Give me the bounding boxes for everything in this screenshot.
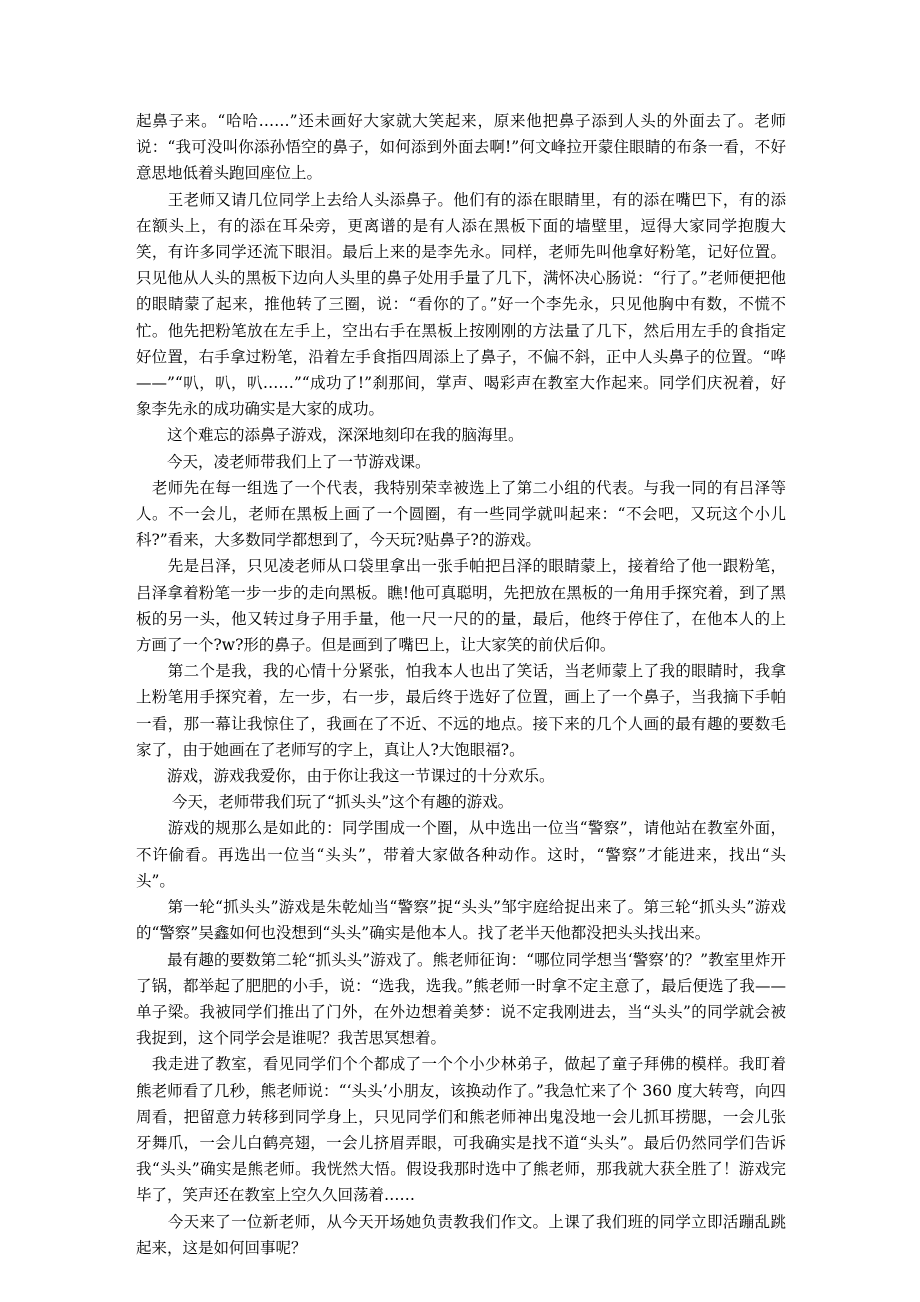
- paragraph-3: 这个难忘的添鼻子游戏，深深地刻印在我的脑海里。: [136, 426, 524, 445]
- paragraph-14: 今天来了一位新老师，从今天开场她负责教我们作文。上课了我们班的同学立即活蹦乱跳起来，这是如何回事呢？: [136, 1212, 786, 1257]
- paragraph-1: 起鼻子来。“哈哈……”还未画好大家就大笑起来，原来他把鼻子添到人头的外面去了。老师说：“我可没叫你添孙悟空的鼻子，如何添到外面去啊!”何文峰拉开蒙住眼睛的布条一看，不好意思地低着头跑回座位上。: [136, 112, 786, 183]
- paragraph-10: 游戏的规那么是如此的：同学围成一个圈，从中选出一位当“警察”，请他站在教室外面，不许偷看。再选出一位当“头头”，带着大家做各种动作。这时，“警察”才能进来，找出“头头”。: [136, 819, 786, 890]
- paragraph-9: 今天，老师带我们玩了“抓头头”这个有趣的游戏。: [136, 793, 514, 812]
- paragraph-11: 第一轮“抓头头”游戏是朱乾灿当“警察”捉“头头”邹宇庭给捉出来了。第三轮“抓头头”游戏的“警察”吴鑫如何也没想到“头头”确实是他本人。找了老半天他都没把头头找出来。: [136, 898, 786, 943]
- paragraph-13: 我走进了教室，看见同学们个个都成了一个个小少林弟子，做起了童子拜佛的模样。我盯着熊老师看了几秒，熊老师说：“‘头头’小朋友，该换动作了。”我急忙来了个 360 度大转弯，向四周看，把留意力转移到同学身上，只见同学们和熊老师神出鬼没地一会儿抓耳捞腮，一会儿张牙舞爪，一会儿白鹤亮翅，一会儿挤眉弄眼，可我确实是找不道“头头”。最后仍然同学们告诉我“头头”确实是熊老师。我恍然大悟。假设我那时选中了熊老师，那我就大获全胜了！游戏完毕了，笑声还在教室上空久久回荡着……: [136, 1055, 786, 1205]
- paragraph-12: 最有趣的要数第二轮“抓头头”游戏了。熊老师征询：“哪位同学想当‘警察’的？”教室里炸开了锅，都举起了肥肥的小手，说：“选我，选我。”熊老师一时拿不定主意了，最后便选了我——单子梁。我被同学们推出了门外，在外边想着美梦：说不定我刚进去，当“头头”的同学就会被我捉到，这个同学会是谁呢？我苦思冥想着。: [136, 950, 786, 1048]
- paragraph-5: 老师先在每一组选了一个代表，我特别荣幸被选上了第二小组的代表。与我一同的有吕泽等人。不一会儿，老师在黑板上画了一个圆圈，有一些同学就叫起来：“不会吧，又玩这个小儿科?”看来，大多数同学都想到了，今天玩?贴鼻子?的游戏。: [136, 478, 786, 550]
- paragraph-7: 第二个是我，我的心情十分紧张，怕我本人也出了笑话，当老师蒙上了我的眼睛时，我拿上粉笔用手探究着，左一步，右一步，最后终于选好了位置，画上了一个鼻子，当我摘下手帕一看，那一幕让我惊住了，我画在了不近、不远的地点。接下来的几个人画的最有趣的要数毛家了，由于她画在了老师写的字上，真让人?大饱眼福?。: [136, 662, 786, 759]
- document-page: [136, 108, 786, 1261]
- paragraph-4: 今天，凌老师带我们上了一节游戏课。: [136, 452, 431, 471]
- paragraph-8: 游戏，游戏我爱你，由于你让我这一节课过的十分欢乐。: [136, 767, 555, 786]
- paragraph-2: 王老师又请几位同学上去给人头添鼻子。他们有的添在眼睛里，有的添在嘴巴下，有的添在额头上，有的添在耳朵旁，更离谱的是有人添在黑板下面的墙壁里，逗得大家同学抱腹大笑，有许多同学还流下眼泪。最后上来的是李先永。同样，老师先叫他拿好粉笔，记好位置。只见他从人头的黑板下边向人头里的鼻子处用手量了几下，满怀决心肠说：“行了。”老师便把他的眼睛蒙了起来，推他转了三圈，说：“看你的了。”好一个李先永，只见他胸中有数，不慌不忙。他先把粉笔放在左手上，空出右手在黑板上按刚刚的方法量了几下，然后用左手的食指定好位置，右手拿过粉笔，沿着左手食指四周添上了鼻子，不偏不斜，正中人头鼻子的位置。“哗——”“叭，叭，叭……”“成功了!”刹那间，掌声、喝彩声在教室大作起来。同学们庆祝着，好象李先永的成功确实是大家的成功。: [136, 190, 786, 419]
- paragraph-6: 先是吕泽，只见凌老师从口袋里拿出一张手帕把吕泽的眼睛蒙上，接着给了他一跟粉笔，吕泽拿着粉笔一步一步的走向黑板。瞧!他可真聪明，先把放在黑板的一角用手探究着，到了黑板的另一头，他又转过身子用手量，他一尺一尺的的量，最后，他终于停住了，在他本人的上方画了一个?w?形的鼻子。但是画到了嘴巴上，让大家笑的前伏后仰。: [136, 557, 786, 655]
